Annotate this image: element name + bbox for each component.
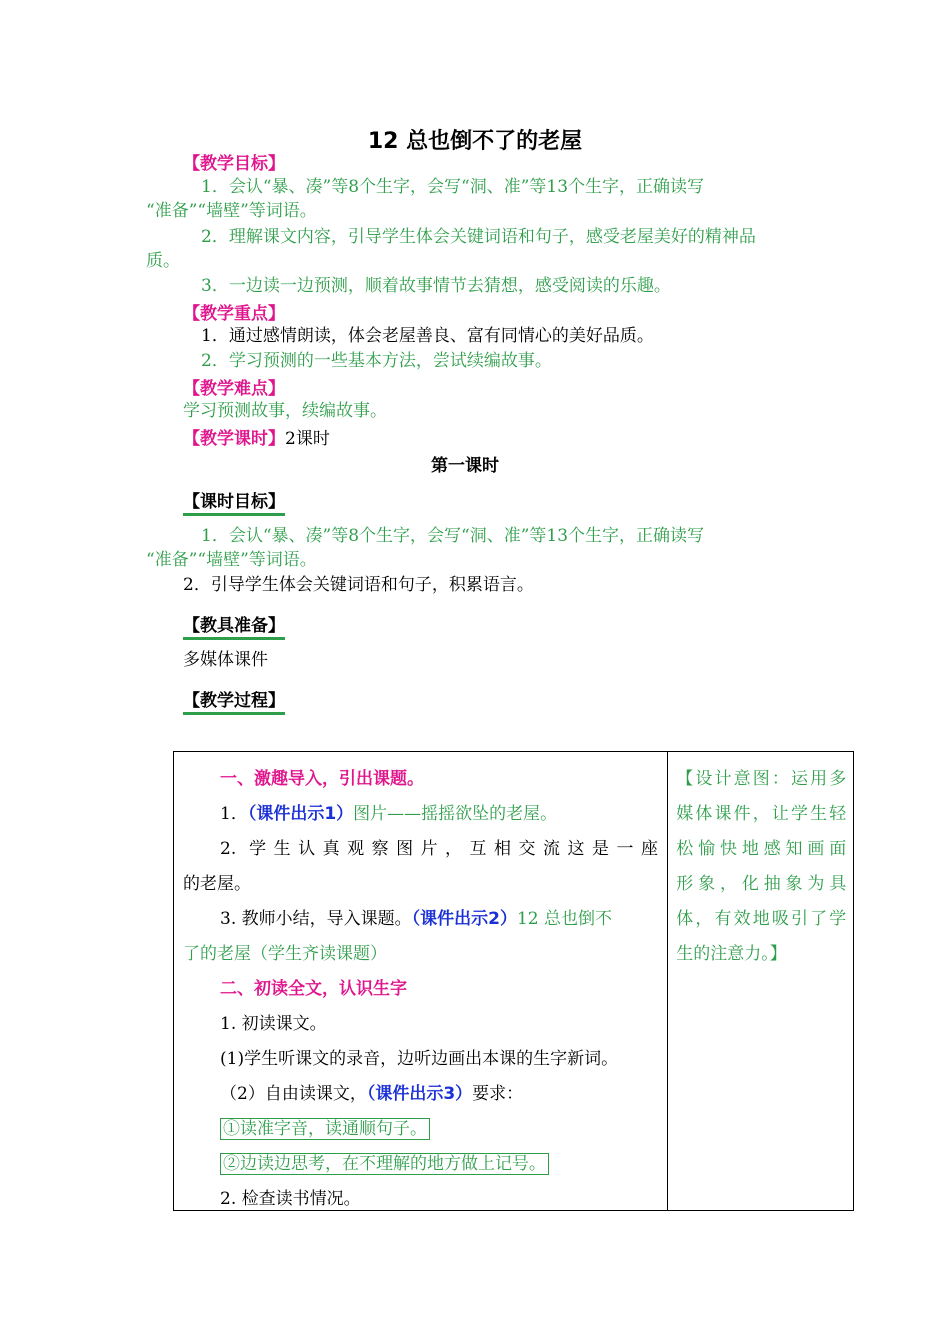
goals-heading: 【教学目标】 [183, 154, 285, 174]
goal-item-2-line-1: 2．理解课文内容，引导学生体会关键词语和句子，感受老屋美好的精神品 [201, 227, 756, 247]
lesson-goal-1-line-2: “准备”“墙壁”等词语。 [146, 550, 317, 570]
difficulties-heading: 【教学难点】 [183, 379, 285, 399]
design-note-line-1: 【设计意图：运用多 [676, 769, 847, 789]
requirement-1: ①读准字音，读通顺句子。 [220, 1114, 430, 1139]
process-table [173, 751, 854, 1211]
step-1-item-2-line-1: 2. 学生认真观察图片，互相交流这是一座 [220, 839, 658, 859]
design-note-line-6: 生的注意力。】 [676, 944, 787, 964]
lesson-goal-1-line-1: 1．会认“暴、凑”等8个生字，会写“洞、准”等13个生字，正确读写 [201, 526, 705, 546]
design-note-cell [668, 752, 854, 1211]
step-2-item-1: 1. 初读课文。 [220, 1014, 327, 1034]
lesson-goal-2: 2．引导学生体会关键词语和句子，积累语言。 [183, 575, 534, 595]
lesson-goal-heading: 【课时目标】 [183, 487, 285, 512]
step-2-item-2: 2. 检查读书情况。 [220, 1189, 361, 1209]
design-note-line-2: 媒体课件，让学生轻 [676, 804, 847, 824]
process-steps-cell [174, 752, 668, 1211]
design-note-line-4: 形象，化抽象为具 [676, 874, 847, 894]
lesson-title: 第一课时 [431, 456, 499, 476]
tools-text: 多媒体课件 [183, 650, 268, 670]
difficulties-text: 学习预测故事，续编故事。 [183, 401, 387, 421]
key-point-1: 1．通过感情朗读，体会老屋善良、富有同情心的美好品质。 [201, 326, 654, 346]
design-note-line-5: 体，有效地吸引了学 [676, 909, 847, 929]
design-note-line-3: 松愉快地感知画面 [676, 839, 847, 859]
step-1-item-3-line-2: 了的老屋（学生齐读课题） [183, 944, 387, 964]
process-heading: 【教学过程】 [183, 686, 285, 711]
step-2-item-1-sub-2: （2）自由读课文，（课件出示3）要求： [220, 1084, 524, 1104]
hours-row [183, 424, 330, 452]
step-2-item-1-sub-1: (1)学生听课文的录音，边听边画出本课的生字新词。 [220, 1049, 619, 1069]
step-1-item-1: 1．（课件出示1）图片——摇摇欲坠的老屋。 [220, 804, 558, 824]
step-1-title: 一、激趣导入，引出课题。 [220, 769, 424, 789]
goal-item-2-line-2: 质。 [146, 251, 180, 271]
step-1-item-2-line-2: 的老屋。 [183, 874, 251, 894]
goal-item-3: 3．一边读一边预测，顺着故事情节去猜想，感受阅读的乐趣。 [201, 276, 671, 296]
hours-heading: 【教学课时】 [183, 429, 285, 449]
page-title: 12 总也倒不了的老屋 [367, 129, 583, 154]
goal-item-1-line-1: 1．会认“暴、凑”等8个生字，会写“洞、准”等13个生字，正确读写 [201, 177, 705, 197]
key-points-heading: 【教学重点】 [183, 304, 285, 324]
requirement-2: ②边读边思考，在不理解的地方做上记号。 [220, 1149, 549, 1174]
tools-heading: 【教具准备】 [183, 611, 285, 636]
step-1-item-3-line-1: 3. 教师小结，导入课题。（课件出示2）12 总也倒不 [220, 909, 613, 929]
key-point-2: 2．学习预测的一些基本方法，尝试续编故事。 [201, 351, 552, 371]
step-2-title: 二、初读全文，认识生字 [220, 979, 407, 999]
goal-item-1-line-2: “准备”“墙壁”等词语。 [146, 201, 317, 221]
hours-value: 2课时 [285, 429, 330, 449]
